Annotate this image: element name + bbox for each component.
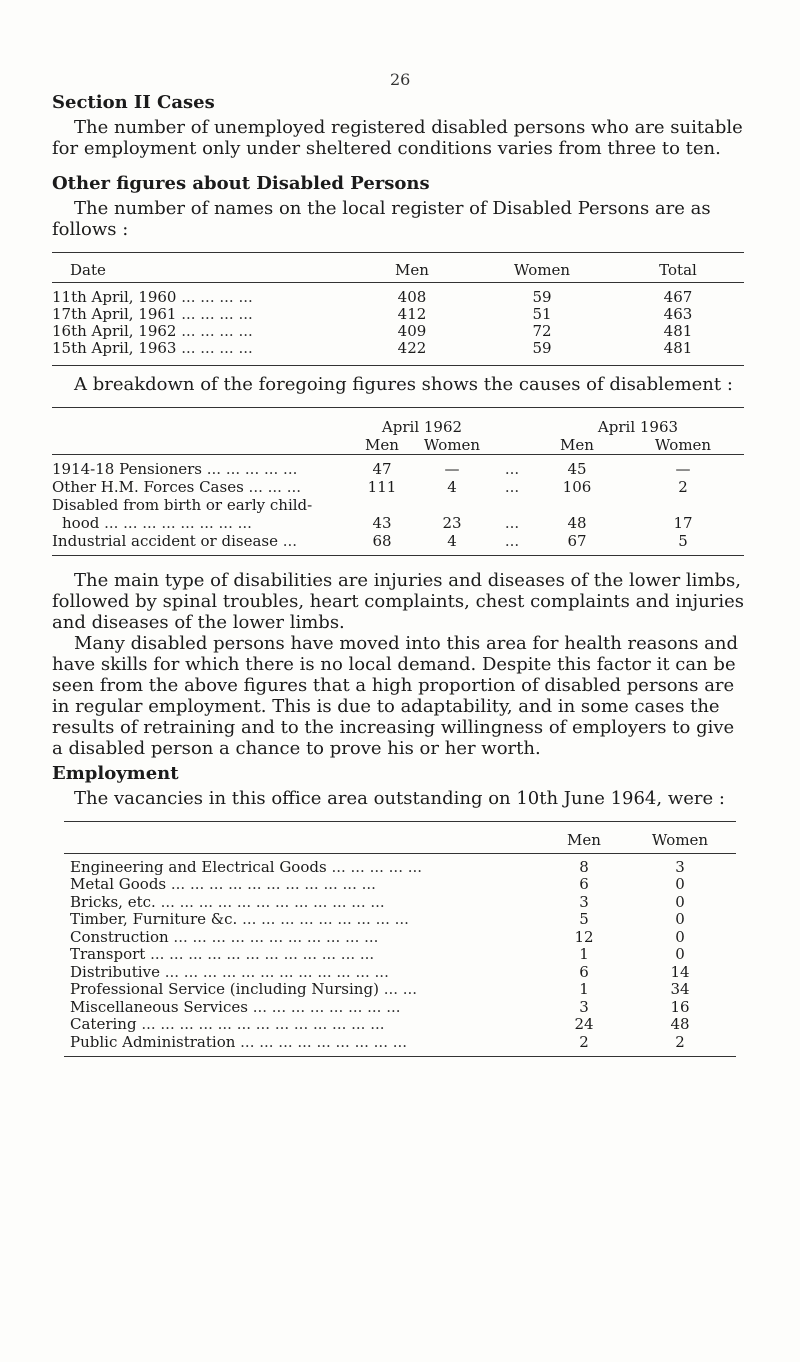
row-date: 16th April, 1962 — [52, 322, 177, 340]
table-row: 15th April, 1963 ... ... ... ... 422 59 481 — [52, 340, 744, 357]
women-vacancies: 0 — [675, 927, 685, 946]
men-vacancies: 2 — [579, 1032, 589, 1051]
men-1963: 48 — [567, 514, 587, 532]
register-table — [52, 252, 744, 366]
table-row: Engineering and Electrical Goods ... ... ... ... ... 8 3 — [64, 859, 736, 877]
women-vacancies: 14 — [670, 962, 690, 981]
row-men: 422 — [397, 339, 427, 357]
table-row: 17th April, 1961 ... ... ... ... 412 51 463 — [52, 306, 744, 323]
row-date: 11th April, 1960 — [52, 288, 177, 306]
table-row: Bricks, etc. ... ... ... ... ... ... ... ... ... ... ... ... 3 0 — [64, 894, 736, 912]
women-vacancies: 48 — [670, 1015, 690, 1033]
industry-label: Public Administration — [70, 1032, 236, 1051]
women-1963: 17 — [673, 514, 693, 532]
women-vacancies: 0 — [675, 945, 685, 963]
cause-label: Industrial accident or disease — [52, 532, 278, 550]
row-men: 408 — [397, 288, 427, 306]
header-women-1962: Women — [423, 436, 481, 454]
industry-label: Catering — [70, 1015, 137, 1033]
men-vacancies: 24 — [574, 1015, 594, 1033]
period-april-1962: April 1962 — [381, 418, 463, 436]
row-women: 59 — [532, 339, 552, 357]
header-men-1963: Men — [560, 436, 594, 454]
table-row: Industrial accident or disease ... 68 4 ... 67 5 — [52, 532, 744, 550]
header-men-1962: Men — [365, 436, 399, 454]
breakdown-paragraph: A breakdown of the foregoing figures shows the causes of disablement : — [74, 374, 733, 395]
women-vacancies: 0 — [675, 910, 685, 928]
industry-label: Metal Goods — [70, 875, 167, 893]
table-row: Miscellaneous Services ... ... ... ... ... ... ... ... 3 16 — [64, 999, 736, 1017]
table-row: 1914-18 Pensioners ... ... ... ... ... 47 — ... 45 — — [52, 460, 744, 478]
women-1962: 4 — [447, 478, 457, 496]
men-vacancies: 1 — [579, 980, 589, 998]
women-1963: — — [675, 460, 691, 478]
row-total: 463 — [663, 305, 693, 323]
women-1963: 5 — [678, 532, 688, 550]
row-women: 59 — [532, 288, 552, 306]
men-vacancies: 8 — [579, 857, 589, 876]
cause-label: hood — [62, 514, 100, 532]
table-row — [52, 496, 744, 514]
men-1962: 43 — [372, 514, 392, 532]
row-women: 51 — [532, 305, 552, 323]
table-row: 11th April, 1960 ... ... ... ... 408 59 467 — [52, 289, 744, 306]
men-vacancies: 6 — [579, 875, 589, 893]
page-number: 26 — [390, 70, 411, 89]
men-1963: 45 — [567, 460, 587, 478]
other-figures-heading: Other figures about Disabled Persons — [52, 173, 430, 194]
men-vacancies: 3 — [579, 892, 589, 911]
industry-label: Bricks, etc. — [70, 892, 156, 911]
men-vacancies: 5 — [579, 910, 589, 928]
men-1963: 106 — [562, 478, 592, 496]
header-date: Date — [70, 261, 106, 279]
industry-label: Engineering and Electrical Goods — [70, 857, 327, 876]
vacancies-table — [64, 821, 736, 1057]
table-row: Other H.M. Forces Cases ... ... ... 111 4 ... 106 2 — [52, 478, 744, 496]
section-paragraph: The number of unemployed registered disabled persons who are suitable for employment only under sheltered conditions varies from three to ten. — [52, 117, 743, 159]
industry-label: Distributive — [70, 962, 160, 981]
women-1962: 23 — [442, 514, 462, 532]
men-vacancies: 12 — [574, 927, 594, 946]
header-men: Men — [395, 261, 429, 279]
row-date: 17th April, 1961 — [52, 305, 177, 323]
header-women: Women — [513, 261, 571, 279]
table-row: Timber, Furniture &c. ... ... ... ... ... ... ... ... ... 5 0 — [64, 911, 736, 929]
row-men: 409 — [397, 322, 427, 340]
table-row: Transport ... ... ... ... ... ... ... ... ... ... ... ... 1 0 — [64, 946, 736, 964]
men-1962: 47 — [372, 460, 392, 478]
moved-area-paragraph: Many disabled persons have moved into this area for health reasons and have skills for which there is no local demand. Despite this factor it can be seen from the above figures that a high proportion of disabled persons are in regular employment. This is due to adaptability, and in some cases the results of retraining and to the increasing willingness of employers to give a disabled person a chance to prove his or her worth. — [52, 633, 739, 759]
cause-label: Disabled from birth or early child- — [52, 496, 313, 514]
disability-types-paragraph: The main type of disabilities are injuries and diseases of the lower limbs, followed by spinal troubles, heart complaints, chest complaints and injuries and diseases of the lower limbs. — [52, 570, 744, 633]
table-row: Public Administration ... ... ... ... ... ... ... ... ... 2 2 — [64, 1034, 736, 1052]
table-row: Construction ... ... ... ... ... ... ... ... ... ... ... 12 0 — [64, 929, 736, 947]
men-1962: 68 — [372, 532, 392, 550]
men-1963: 67 — [567, 532, 587, 550]
table-row: hood ... ... ... ... ... ... ... ... 43 23 ... 48 17 — [52, 514, 744, 532]
table-row: 16th April, 1962 ... ... ... ... 409 72 481 — [52, 323, 744, 340]
row-total: 467 — [663, 288, 693, 306]
women-vacancies: 3 — [675, 857, 685, 876]
industry-label: Construction — [70, 927, 169, 946]
women-vacancies: 0 — [675, 892, 685, 911]
men-vacancies: 3 — [579, 997, 589, 1016]
causes-table — [52, 407, 744, 556]
cause-label: Other H.M. Forces Cases — [52, 478, 244, 496]
document-body — [52, 92, 744, 1057]
women-vacancies: 2 — [675, 1032, 685, 1051]
section-heading: Section II Cases — [52, 92, 215, 113]
women-vacancies: 0 — [675, 875, 685, 893]
header-men: Men — [567, 831, 601, 849]
women-1962: 4 — [447, 532, 457, 550]
women-vacancies: 34 — [670, 980, 690, 998]
women-1963: 2 — [678, 478, 688, 496]
row-men: 412 — [397, 305, 427, 323]
table-row: Professional Service (including Nursing) ... ... 1 34 — [64, 981, 736, 999]
table-row: Metal Goods ... ... ... ... ... ... ... ... ... ... ... 6 0 — [64, 876, 736, 894]
period-april-1963: April 1963 — [597, 418, 679, 436]
register-intro-paragraph: The number of names on the local register of Disabled Persons are as follows : — [52, 198, 711, 240]
table-row: Distributive ... ... ... ... ... ... ... ... ... ... ... ... 6 14 — [64, 964, 736, 982]
header-women-1963: Women — [654, 436, 712, 454]
men-vacancies: 6 — [579, 962, 589, 981]
row-total: 481 — [663, 322, 693, 340]
industry-label: Miscellaneous Services — [70, 997, 248, 1016]
women-vacancies: 16 — [670, 997, 690, 1016]
men-vacancies: 1 — [579, 945, 589, 963]
row-women: 72 — [532, 322, 552, 340]
industry-label: Transport — [70, 945, 146, 963]
employment-paragraph: The vacancies in this office area outstanding on 10th June 1964, were : — [74, 788, 725, 809]
employment-heading: Employment — [52, 763, 179, 784]
cause-label: 1914-18 Pensioners — [52, 460, 202, 478]
women-1962: — — [444, 460, 460, 478]
industry-label: Timber, Furniture &c. — [70, 910, 238, 928]
table-row: Catering ... ... ... ... ... ... ... ... ... ... ... ... ... 24 48 — [64, 1016, 736, 1034]
industry-label: Professional Service (including Nursing) — [70, 980, 379, 998]
men-1962: 111 — [367, 478, 397, 496]
header-women: Women — [651, 831, 709, 849]
row-date: 15th April, 1963 — [52, 339, 177, 357]
row-total: 481 — [663, 339, 693, 357]
header-total: Total — [659, 261, 697, 279]
